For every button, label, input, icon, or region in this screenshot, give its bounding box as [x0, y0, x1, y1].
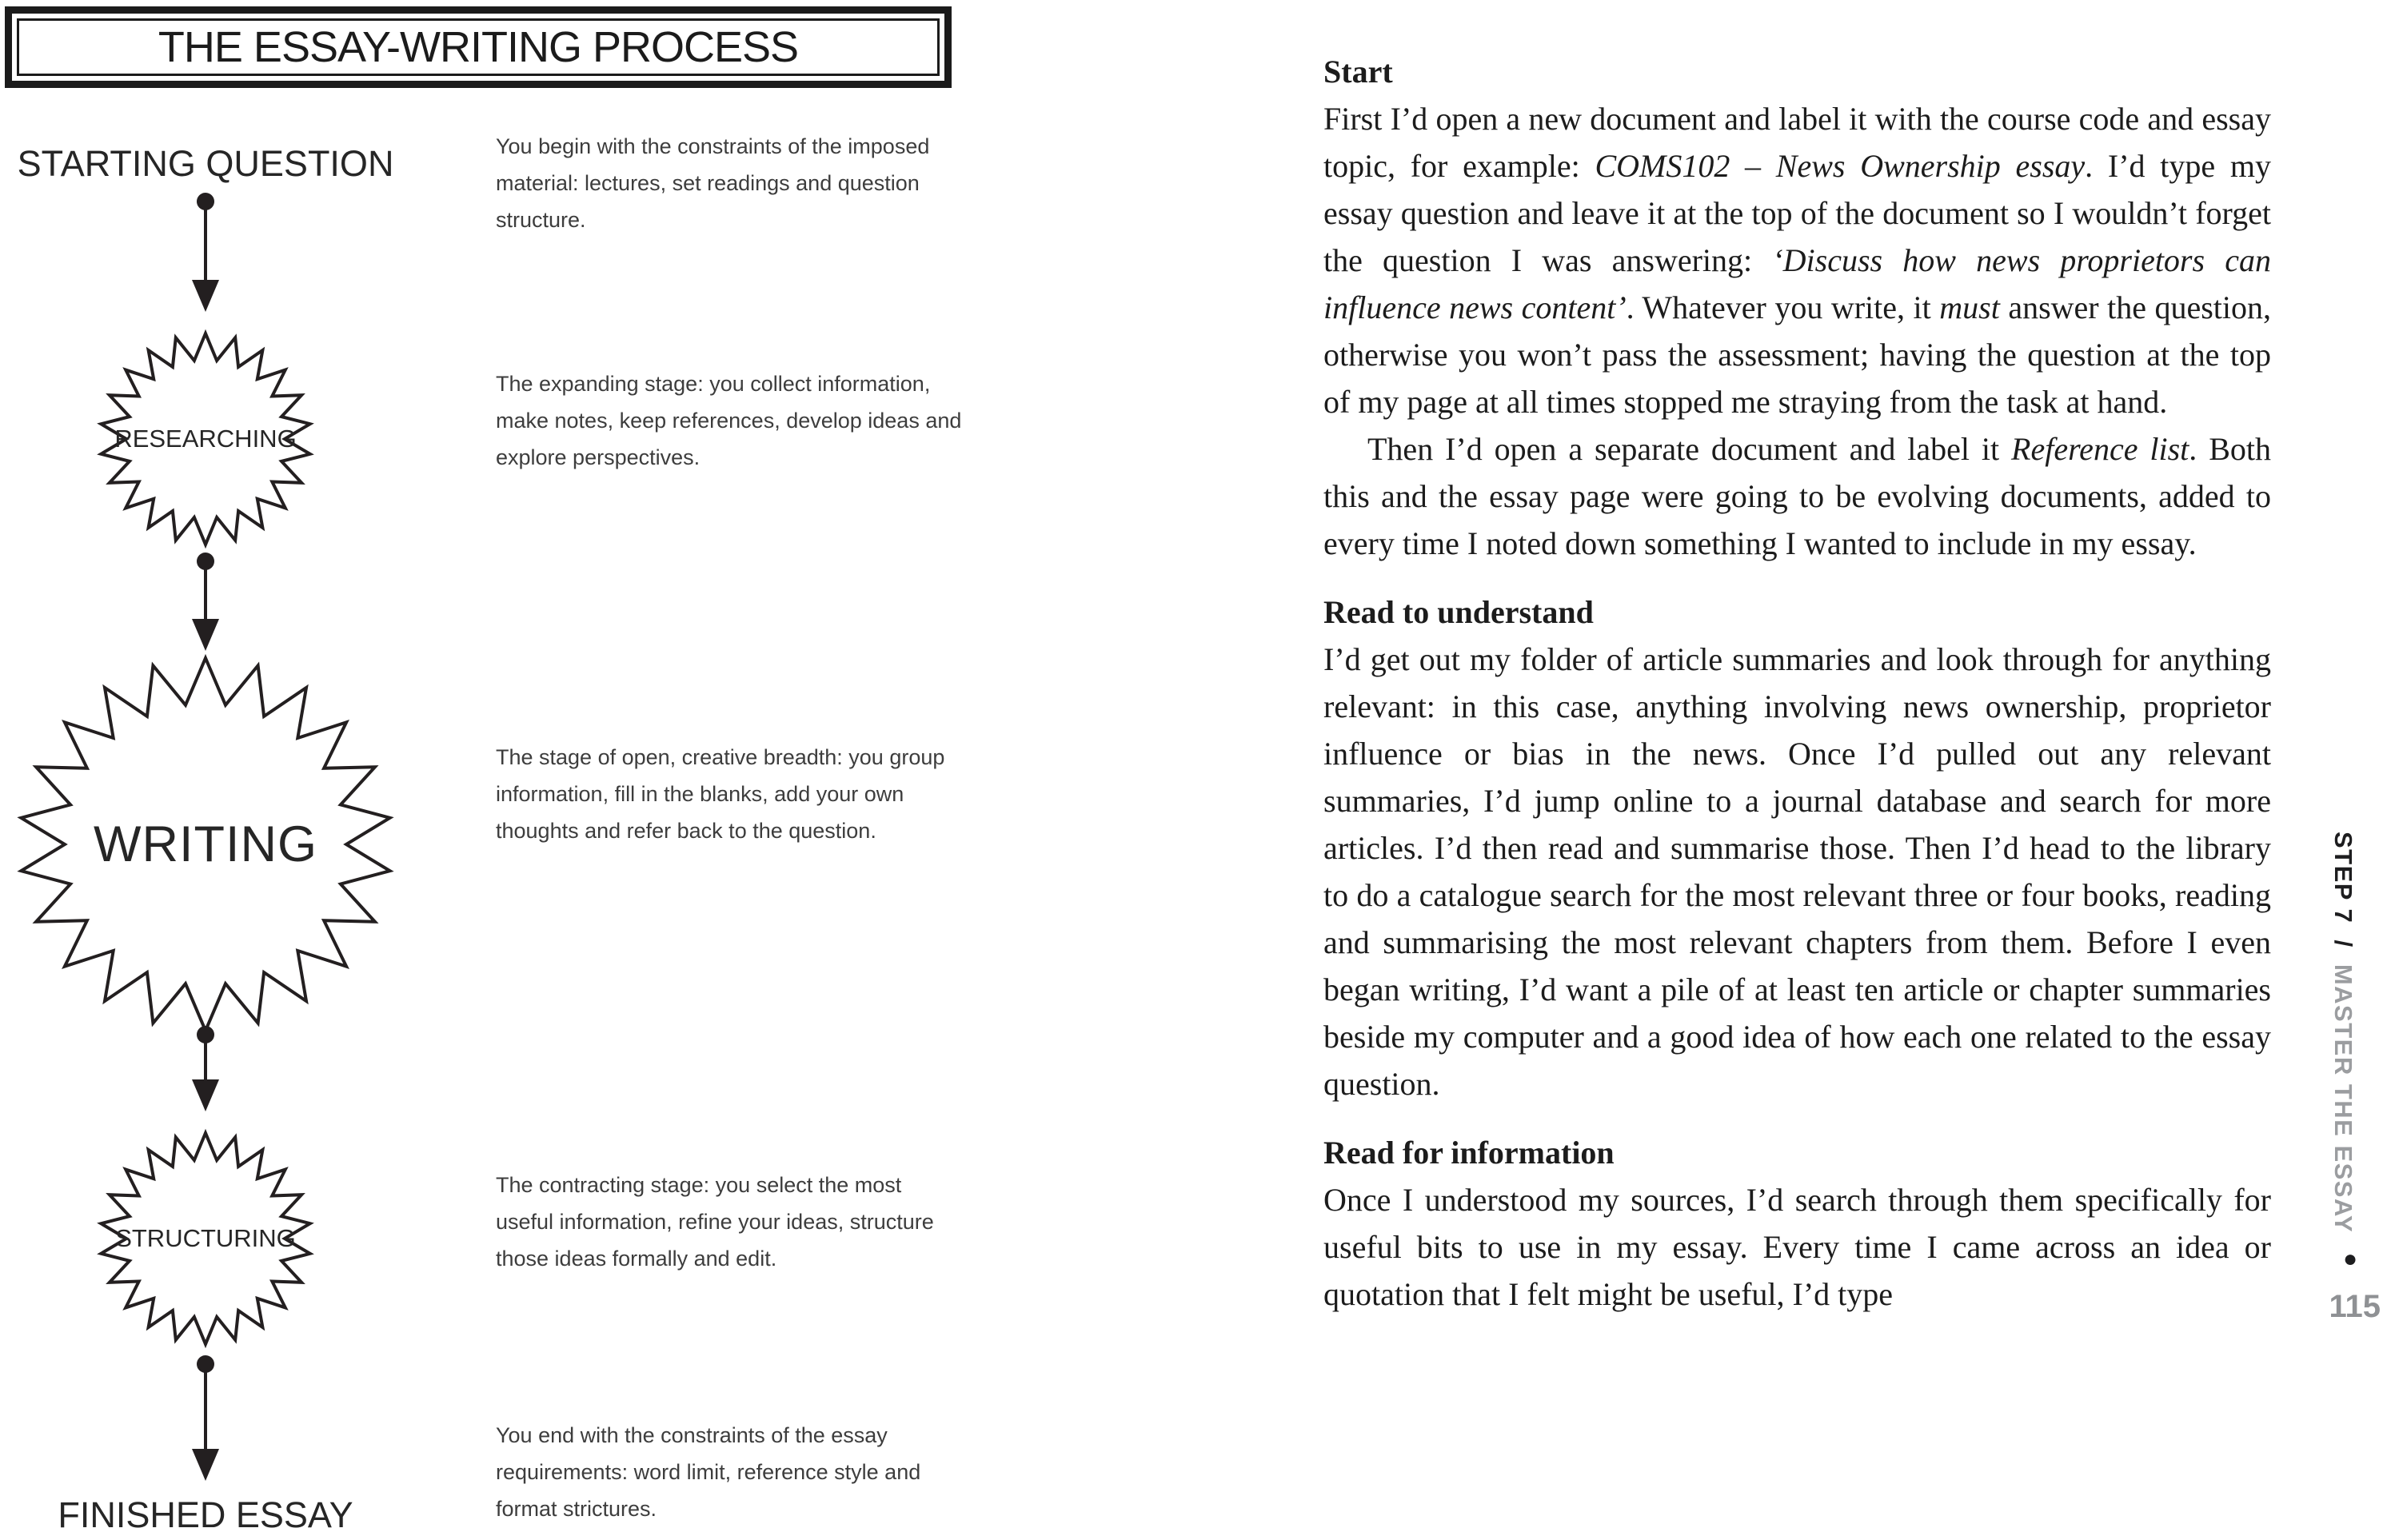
paragraph: I’d get out my folder of article summaries and look through for anything relevant: in this case, anything involving news ownership, proprietor influence or bias in the news. Once I’d pulled out any relevant summaries, I’d jump online to a journal database and search for more articles. I’d then read and summarise those. Then I’d head to the library to do a catalogue search for the most relevant three or four books, reading and summarising the most relevant chapters from them. Before I even began writing, I’d want a pile of at least ten article or chapter summaries beside my computer and a good idea of how each one related to the essay question.	[1323, 641, 2271, 1102]
stage-label-structuring: STRUCTURING	[115, 1224, 296, 1252]
stage-description-finished-essay: You end with the constraints of the essay requirements: word limit, reference style and format strictures.	[496, 1423, 921, 1521]
step-separator: /	[2329, 924, 2357, 964]
article-section-start	[1323, 48, 2271, 567]
stage-label-researching: RESEARCHING	[114, 425, 297, 453]
stage-description-starting-question: You begin with the constraints of the imposed material: lectures, set readings and question structure.	[496, 134, 930, 232]
section-heading-read-to-understand: Read to understand	[1323, 594, 1594, 630]
book-title-label: MASTER THE ESSAY	[2329, 963, 2357, 1234]
flow-arrow-4	[192, 1355, 219, 1481]
stage-description-structuring: The contracting stage: you select the most useful information, refine your ideas, structure those ideas formally and edit.	[496, 1173, 934, 1271]
section-heading-read-for-information: Read for information	[1323, 1135, 1615, 1171]
section-paragraphs	[1323, 95, 2271, 567]
article-section-read-for-information	[1323, 1129, 2271, 1318]
page-number: 115	[2329, 1289, 2381, 1324]
diagram-title: THE ESSAY-WRITING PROCESS	[158, 23, 799, 71]
flow-arrow-3	[192, 1026, 219, 1111]
paragraph: Once I understood my sources, I’d search through them specifically for useful bits to use in my essay. Every time I came across an idea or quotation that I felt might be useful, I’d type	[1323, 1182, 2271, 1312]
paragraph: First I’d open a new document and label it with the course code and essay topic, for example: COMS102 – News Ownership essay. I’d type my essay question and leave it at the top of the document so I wouldn’t forget the question I was answering: ‘Discuss how news proprietors can influence news content’. Whatever you write, it must answer the question, otherwise you won’t pass the assessment; having the question at the top of my page at all times stopped me straying from the task at hand.	[1323, 101, 2271, 420]
step-label: STEP 7	[2329, 832, 2357, 924]
stage-label-starting-question: STARTING QUESTION	[17, 143, 394, 184]
section-paragraphs	[1323, 636, 2271, 1107]
section-paragraphs	[1323, 1176, 2271, 1318]
bullet-marker: ●	[2343, 1246, 2358, 1272]
stage-label-writing: WRITING	[94, 816, 317, 872]
flow-arrow-1	[192, 193, 219, 312]
stage-description-writing: The stage of open, creative breadth: you group information, fill in the blanks, add your own thoughts and refer back to the question.	[496, 745, 945, 843]
stage-description-researching: The expanding stage: you collect information, make notes, keep references, develop ideas and explore perspectives.	[496, 372, 962, 469]
article-section-read-to-understand	[1323, 588, 2271, 1107]
stage-label-finished-essay: FINISHED ESSAY	[58, 1494, 353, 1535]
paragraph: Then I’d open a separate document and label it Reference list. Both this and the essay page were going to be evolving documents, added to every time I noted down something I wanted to include in my essay.	[1323, 431, 2271, 561]
section-heading-start: Start	[1323, 54, 1393, 90]
process-flow-graphic	[0, 0, 416, 1540]
article-text-column	[1323, 48, 2271, 1318]
page-edge-tab	[2329, 832, 2357, 1279]
flow-arrow-2	[192, 553, 219, 651]
